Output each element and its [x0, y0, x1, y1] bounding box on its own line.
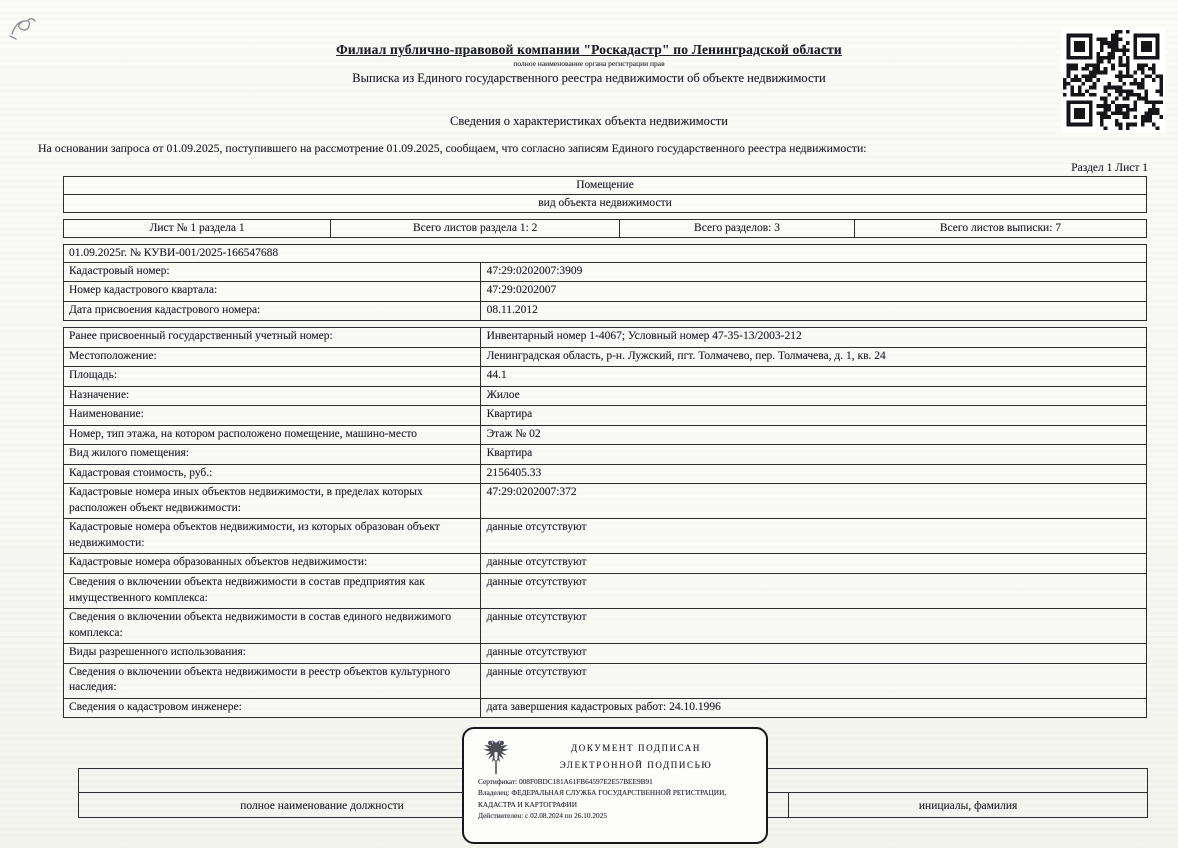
- table-row: [64, 444, 1146, 464]
- attribute-label: Номер кадастрового квартала:: [64, 282, 481, 301]
- table-row: [64, 405, 1146, 425]
- table-row: [64, 573, 1146, 608]
- request-number: 01.09.2025г. № КУВИ-001/2025-166547688: [69, 246, 279, 259]
- org-name-caption: полное наименование органа регистрации прав: [513, 59, 665, 68]
- table-row: [64, 328, 1146, 347]
- attribute-rows-block-1: [64, 262, 1146, 321]
- attribute-label: Виды разрешенного использования:: [64, 644, 481, 663]
- attribute-label: Кадастровые номера иных объектов недвижимости, в пределах которых расположен объект недвижимости:: [64, 484, 481, 518]
- attribute-label: Ранее присвоенный государственный учетный номер:: [64, 328, 481, 347]
- table-row: [64, 483, 1146, 518]
- table-row: [64, 518, 1146, 553]
- attribute-value: данные отсутствуют: [486, 646, 587, 659]
- digital-signature-stamp: [462, 727, 768, 844]
- object-type-caption: вид объекта недвижимости: [538, 196, 672, 209]
- attribute-value: данные отсутствуют: [486, 556, 587, 569]
- attribute-label: Номер, тип этажа, на котором расположено помещение, машино-место: [64, 426, 481, 445]
- stamp-validity: Действителен: с 02.08.2024 по 26.10.2025: [478, 810, 607, 820]
- pen-mark-icon: [6, 10, 54, 46]
- russian-coat-of-arms-icon: [476, 736, 516, 776]
- org-name: Филиал публично-правовой компании "Роскадастр" по Ленинградской области: [336, 42, 842, 57]
- object-attributes-table: [63, 327, 1147, 718]
- attribute-value: Квартира: [486, 447, 533, 460]
- table-row: [64, 366, 1146, 386]
- attribute-value: 2156405.33: [486, 466, 542, 479]
- table-row: [64, 301, 1146, 321]
- attribute-label: Сведения о включении объекта недвижимости в состав предприятия как имущественного комплекса:: [64, 574, 481, 608]
- attribute-label: Кадастровые номера объектов недвижимости, из которых образован объект недвижимости:: [64, 519, 481, 553]
- object-type-table: [63, 176, 1147, 213]
- sheet-counter: Всего листов выписки: 7: [939, 221, 1062, 234]
- attribute-value: Жилое: [486, 388, 520, 401]
- section-title: Сведения о характеристиках объекта недвижимости: [450, 114, 728, 128]
- attribute-label: Кадастровые номера образованных объектов недвижимости:: [64, 554, 481, 573]
- table-row: [64, 425, 1146, 445]
- table-row: [64, 464, 1146, 484]
- attribute-label: Назначение:: [64, 387, 481, 406]
- attribute-label: Вид жилого помещения:: [64, 445, 481, 464]
- request-statement: На основании запроса от 01.09.2025, поступившего на рассмотрение 01.09.2025, сообщаем, что согласно записям Единого государственного реестра недвижимости:: [38, 141, 867, 155]
- attribute-label: Местоположение:: [64, 348, 481, 367]
- table-row: [64, 263, 1146, 282]
- qr-code-icon: [1061, 27, 1165, 133]
- main-table-area: [63, 176, 1147, 718]
- attribute-value: данные отсутствуют: [486, 576, 587, 588]
- attribute-label: Кадастровая стоимость, руб.:: [64, 465, 481, 484]
- attribute-label: Сведения о включении объекта недвижимости в реестр объектов культурного наследия:: [64, 664, 481, 698]
- attribute-value: Инвентарный номер 1-4067; Условный номер 47-35-13/2003-212: [486, 330, 802, 343]
- stamp-owner: Владелец: ФЕДЕРАЛЬНАЯ СЛУЖБА ГОСУДАРСТВЕННОЙ РЕГИСТРАЦИИ, КАДАСТРА И КАРТОГРАФИИ: [478, 788, 727, 809]
- sheet-counter: Всего листов раздела 1: 2: [331, 220, 620, 237]
- table-row: [64, 663, 1146, 698]
- attribute-value: 47:29:0202007:372: [486, 486, 577, 499]
- attribute-value: 44.1: [486, 369, 507, 382]
- stamp-certificate: Сертификат: 008F0BDC181A61FB64597E2E57BEE9B91: [478, 777, 653, 786]
- stamp-title-line1: ДОКУМЕНТ ПОДПИСАН: [570, 743, 702, 753]
- position-label: полное наименование должности: [79, 793, 566, 818]
- attribute-value: Ленинградская область, р-н. Лужский, пгт. Толмачево, пер. Толмачева, д. 1, кв. 24: [486, 349, 886, 362]
- cadastral-id-table: [63, 244, 1147, 321]
- sheet-counter: Лист № 1 раздела 1: [64, 220, 331, 237]
- attribute-label: Сведения о включении объекта недвижимости в состав единого недвижимого комплекса:: [64, 609, 481, 643]
- attribute-value: 47:29:0202007:3909: [486, 264, 583, 277]
- attribute-value: данные отсутствуют: [486, 611, 587, 624]
- attribute-value: дата завершения кадастровых работ: 24.10.1996: [486, 700, 721, 713]
- attribute-value: Этаж № 02: [486, 427, 541, 440]
- attribute-value: данные отсутствуют: [486, 665, 587, 678]
- attribute-label: Сведения о кадастровом инженере:: [64, 699, 481, 718]
- attribute-label: Площадь:: [64, 367, 481, 386]
- sheet-counter: Всего разделов: 3: [620, 220, 855, 237]
- sheet-counters-table: [63, 219, 1147, 238]
- document-title: Выписка из Единого государственного реестра недвижимости об объекте недвижимости: [352, 71, 826, 85]
- object-type: Помещение: [576, 179, 634, 191]
- table-row: [64, 347, 1146, 367]
- attribute-label: Наименование:: [64, 406, 481, 425]
- table-row: [64, 281, 1146, 301]
- table-row: [64, 386, 1146, 406]
- attribute-rows-block-2: [64, 328, 1146, 717]
- table-row: [64, 698, 1146, 718]
- attribute-value: Квартира: [486, 408, 533, 421]
- table-row: [64, 643, 1146, 663]
- stamp-title-line2: ЭЛЕКТРОННОЙ ПОДПИСЬЮ: [559, 760, 713, 771]
- attribute-value: 47:29:0202007: [486, 284, 557, 297]
- attribute-label: Дата присвоения кадастрового номера:: [64, 302, 481, 321]
- attribute-value: 08.11.2012: [486, 303, 538, 316]
- table-row: [64, 608, 1146, 643]
- document-header: [0, 0, 1178, 129]
- attribute-value: данные отсутствуют: [486, 521, 587, 534]
- section-sheet-label: Раздел 1 Лист 1: [1071, 162, 1148, 174]
- table-row: [64, 553, 1146, 573]
- name-label: инициалы, фамилия: [918, 799, 1018, 812]
- attribute-label: Кадастровый номер:: [64, 263, 481, 282]
